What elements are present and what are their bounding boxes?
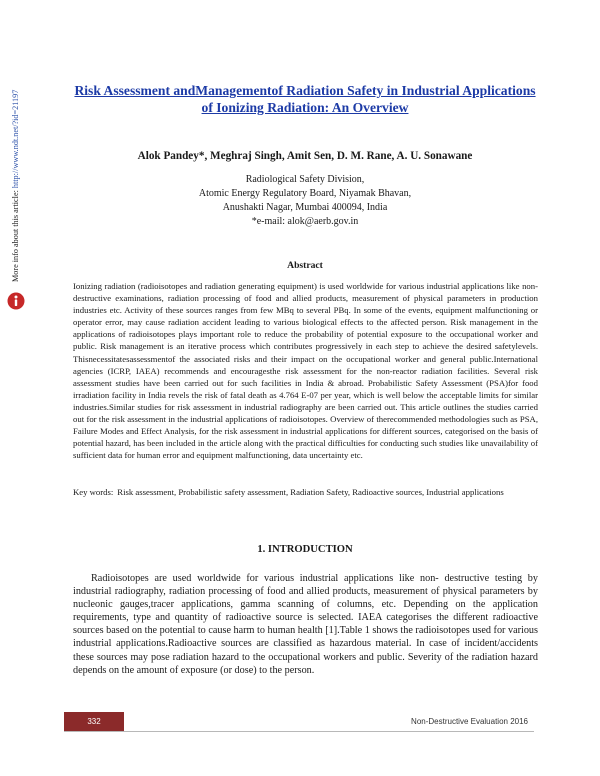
page-number: 332: [64, 712, 124, 731]
article-info-link[interactable]: [11, 89, 21, 282]
page-footer: [64, 712, 534, 732]
abstract-body: Ionizing radiation (radioisotopes and radiation generating equipment) is used worldwide for various industrial applications like non-destructive examinations, radiation processing of food and allied products, measurement of physical parameters in production industries etc. Activity of these sources ranges from few MBq to several PBq. In some of the events, equipment malfunctioning or operator error, may cause radiation accident leading to various biological effects to the affected person. Risk management in the applications of radioisotopes plays important role to reduce the probability of potential exposure to the occupational worker and public. Risk management is an iterative process which contributes progressively in each step to achieve the desired safetylevels. Thisnecessitatesassessmentof the associated risks and their impact on the occupational worker and general public.International agencies (ICRP, IAEA) recommends and encouragesthe risk assessment for the non-reactor radiation facilities. Several risk assessment studies have been carried out for such facilities in India & abroad. Probabilistic Safety Assessment (PSA)for food irradiation facility in India revels the risk of fatal death as 4.764 E-07 per year, which is well below the acceptable limits for similar industries.Similar studies for risk assessment in industrial radiography are been carried out. This article outlines the studies carried out for the risk assessment in the industrial applications of radioisotopes. Overview of therecommended methodologies such as PSA, Failure Modes and Effect Analysis, for the risk assessment in industrial applications for different sources, categorised on the basis of potential hazard, has been included in the article along with the practical difficulties for conducting such studies like unavailability of sufficient data for human error and equipment malfunctioning, data uncertainty etc.: [73, 281, 538, 461]
author-list: Alok Pandey*, Meghraj Singh, Amit Sen, D. M. Rane, A. U. Sonawane: [137, 150, 473, 162]
keywords-list: Risk assessment, Probabilistic safety assessment, Radiation Safety, Radioactive sources, Industrial applications: [117, 487, 504, 497]
section-heading-introduction: 1. INTRODUCTION: [257, 544, 353, 555]
affiliation-line: Anushakti Nagar, Mumbai 400094, India: [222, 202, 388, 213]
abstract-heading: Abstract: [287, 260, 323, 271]
keywords-label: Key words:: [73, 487, 114, 497]
introduction-paragraph: Radioisotopes are used worldwide for various industrial applications like non- destructive testing by industrial radiography, radiation processing of food and allied products, measurement of physical parameters by nucleonic gauges,tracer applications, gamma scanning of columns, etc. Depending on the application requirements, type and quantity of radioactive source is selected. IAEA categorises the different radioactive sources based on the potential to cause harm to human health [1].Table 1 shows the radioisotopes used for various industrial applications.Radioactive sources are classified as hazardous material. In case of incident/accidents these sources may pose radiation hazard to the occupational workers and public. Severity of the radiation hazard depends on the amount of exposure (or dose) to the person.: [73, 573, 538, 676]
article-info-prefix: More info about this article:: [11, 188, 20, 282]
contact-email: *e-mail: alok@aerb.gov.in: [251, 216, 359, 227]
article-url[interactable]: http://www.ndt.net/?id=21197: [11, 89, 20, 189]
paper-title[interactable]: Risk Assessment andManagementof Radiation Safety in Industrial Applications of Ionizing Radiation: An Overview: [74, 83, 536, 115]
journal-name: Non-Destructive Evaluation 2016: [411, 717, 528, 726]
affiliation-line: Radiological Safety Division,: [245, 174, 365, 185]
keywords: [73, 487, 538, 499]
affiliation-line: Atomic Energy Regulatory Board, Niyamak Bhavan,: [198, 188, 412, 199]
affiliation-block: [70, 173, 540, 229]
article-info-sidebar: [2, 89, 28, 322]
info-icon[interactable]: [7, 292, 25, 310]
